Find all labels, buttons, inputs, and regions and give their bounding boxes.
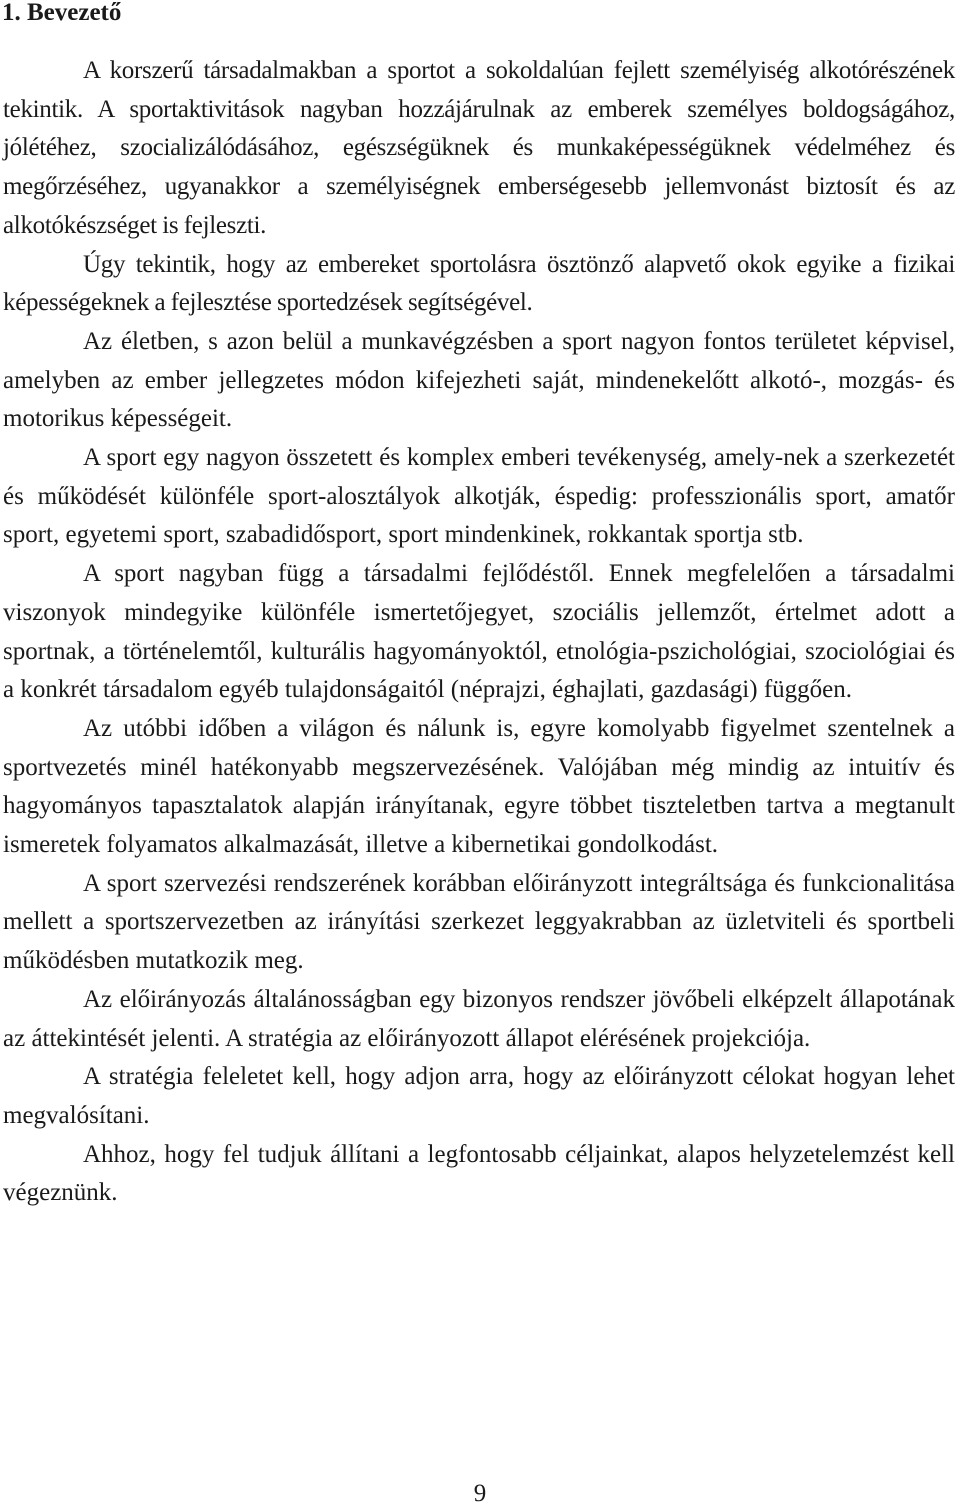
paragraph-9: A stratégia feleletet kell, hogy adjon arra, hogy az előirányzott célokat hogyan lehet megvalósítani. [3, 1063, 955, 1129]
paragraph-6: Az utóbbi időben a világon és nálunk is, egyre komolyabb figyelmet szentelnek a sportvezetés minél hatékonyabb megszervezésének. Valójában még mindig az intuitív és hagyományos tapasztalatok alapján irányítanak, egyre többet tiszteletben tartva a megtanult ismeretek folyamatos alkalmazását, illetve a kibernetikai gondolkodást. [3, 714, 955, 859]
paragraph-1: A korszerű társadalmakban a sportot a sokoldalúan fejlett személyiség alkotórészének tekintik. A sportaktivitások nagyban hozzájárulnak az emberek személyes boldogságához, jólétéhez, szocializálódásához, egészségüknek és munkaképességüknek védelméhez és megőrzéséhez, ugyanakkor a személyiségnek emberségesebb jellemvonást biztosít és az alkotókészséget is fejleszti. [3, 57, 955, 239]
paragraph-7: A sport szervezési rendszerének korábban előirányzott integráltsága és funkcionalitása mellett a sportszervezetben az irányítási szerkezet leggyakrabban az üzletviteli és sportbeli működésben mutatkozik meg. [3, 869, 955, 975]
paragraph-5: A sport nagyban függ a társadalmi fejlődéstől. Ennek megfelelően a társadalmi viszonyok mindegyike különféle ismertetőjegyet, szociális jellemzőt, értelmet adott a sportnak, a történelemtől, kulturális hagyományoktól, etnológia-pszichológiai, szociológiai és a konkrét társadalom egyéb tulajdonságaitól (néprajzi, éghajlati, gazdasági) függően. [3, 560, 955, 704]
page-number: 9 [473, 1480, 487, 1507]
body-text [3, 52, 955, 1213]
paragraph-10: Ahhoz, hogy fel tudjuk állítani a legfontosabb céljainkat, alapos helyzetelemzést kell végeznünk. [3, 1140, 955, 1207]
paragraph-4: A sport egy nagyon összetett és komplex emberi tevékenység, amely-nek a szerkezetét és működését különféle sport-alosztályok alkotják, éspedig: professzionális sport, amatőr sport, egyetemi sport, szabadidősport, sport mindenkinek, rokkantak sportja stb. [3, 444, 955, 549]
paragraph-3: Az életben, s azon belül a munkavégzésben a sport nagyon fontos területet képvisel, amelyben az ember jellegzetes módon kifejezheti saját, mindenekelőtt alkotó-, mozgás- és motorikus képességeit. [3, 327, 955, 433]
chapter-heading: 1. Bevezető [2, 0, 122, 26]
paragraph-2: Úgy tekintik, hogy az embereket sportolásra ösztönző alapvető okok egyike a fizikai képességeknek a fejlesztése sportedzések segítségével. [3, 250, 955, 317]
paragraph-8: Az előirányozás általánosságban egy bizonyos rendszer jövőbeli elképzelt állapotának az áttekintését jelenti. A stratégia az előirányozott állapot elérésének projekciója. [3, 985, 955, 1052]
